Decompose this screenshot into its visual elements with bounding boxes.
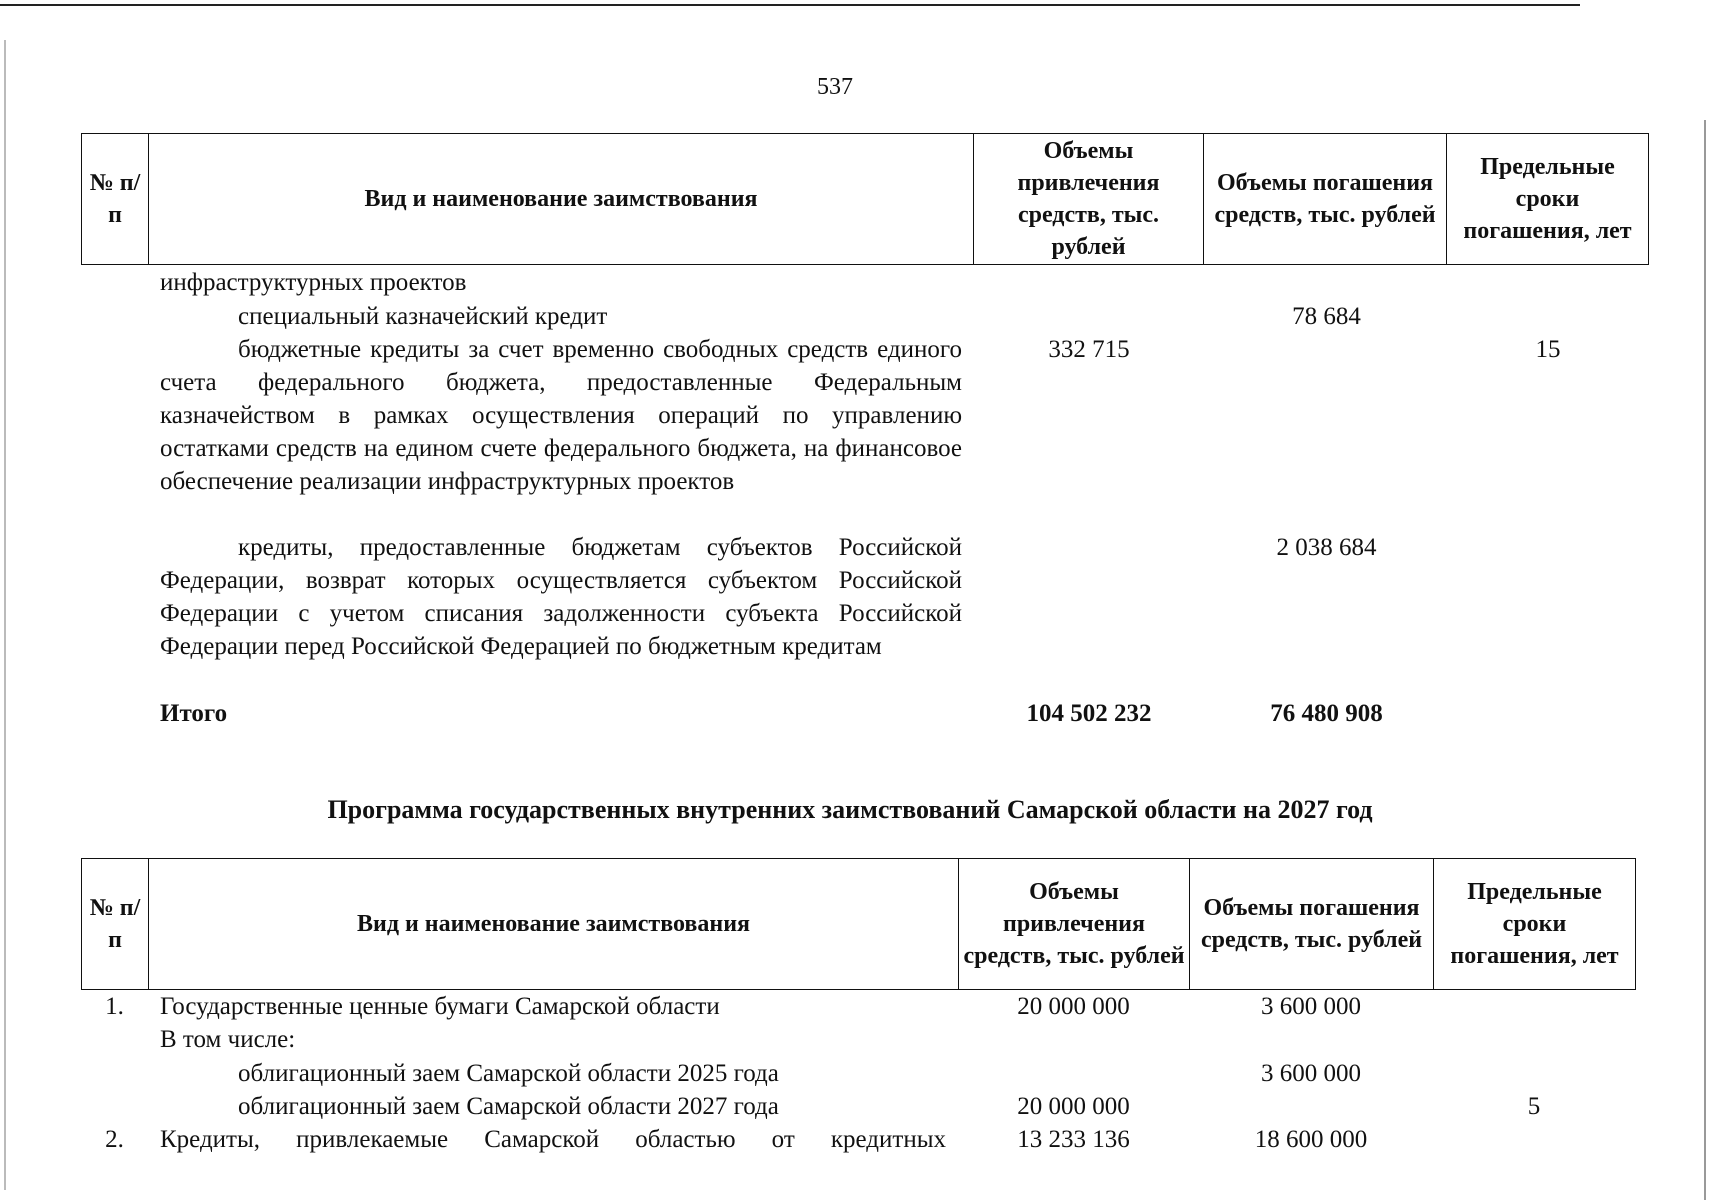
budget-credits-label: бюджетные кредиты за счет временно свободных средств единого счета федерального бюджета, предоставленные Федеральным казначейством в рамках осуществления операций по управлению остатками средств на едином счете федерального бюджета, на финансовое обеспечение реализации инфраструктурных проектов [160,336,962,495]
treasury-credit-label: специальный казначейский кредит [238,303,608,330]
row1-label: Государственные ценные бумаги Самарской области [160,993,720,1020]
section-title: Программа государственных внутренних заимствований Самарской области на 2027 год [327,795,1373,824]
row1-repay: 3 600 000 [1261,993,1361,1020]
header-col-attract: Объемы привлечения средств, тыс. рублей [974,134,1204,265]
left-scan-edge [4,40,6,1190]
header-col-term: Предельные сроки погашения, лет [1447,134,1649,265]
total-repay: 76 480 908 [1270,700,1383,727]
header-col-number: № п/п [82,859,149,990]
bond-2027-label: облигационный заем Самарской области 2027 года [238,1093,779,1120]
budget-credits-attract: 332 715 [1048,336,1130,363]
table-header-2 [81,858,1636,990]
row1-number: 1. [105,993,124,1020]
row1-attract: 20 000 000 [1017,993,1130,1020]
row2-repay: 18 600 000 [1254,1126,1368,1153]
continuation-line: инфраструктурных проектов [160,269,467,296]
header-col-term: Предельные сроки погашения, лет [1434,859,1636,990]
header-col-repay: Объемы погашения средств, тыс. рублей [1204,134,1447,265]
right-scan-edge [1704,120,1706,1200]
including-label: В том числе: [160,1026,296,1053]
header-col-repay: Объемы погашения средств, тыс. рублей [1190,859,1434,990]
bond-2027-term: 5 [1527,1093,1541,1120]
bond-2027-attract: 20 000 000 [1017,1093,1130,1120]
table-header-1 [81,133,1649,265]
page-number: 537 [817,74,853,100]
header-col-attract: Объемы привлечения средств, тыс. рублей [959,859,1190,990]
total-attract: 104 502 232 [1026,700,1152,727]
bond-2025-label: облигационный заем Самарской области 2025 года [238,1060,779,1087]
treasury-credit-repay: 78 684 [1292,303,1361,330]
bond-2025-repay: 3 600 000 [1261,1060,1361,1087]
header-col-number: № п/п [82,134,149,265]
top-border-line [0,4,1580,6]
credits-subjects-repay: 2 038 684 [1276,534,1377,561]
row2-label: Кредиты, привлекаемые Самарской областью от кредитных [160,1126,946,1153]
row2-attract: 13 233 136 [1017,1126,1130,1153]
header-col-name: Вид и наименование заимствования [149,134,974,265]
total-label: Итого [160,700,228,727]
credits-subjects-label: кредиты, предоставленные бюджетам субъектов Российской Федерации, возврат которых осуществляется субъектом Российской Федерации с учетом списания задолженности субъекта Российской Федерации перед Российской Федерацией по бюджетным кредитам [160,534,962,660]
budget-credits-term: 15 [1535,336,1561,363]
header-col-name: Вид и наименование заимствования [149,859,959,990]
row2-number: 2. [105,1126,124,1153]
